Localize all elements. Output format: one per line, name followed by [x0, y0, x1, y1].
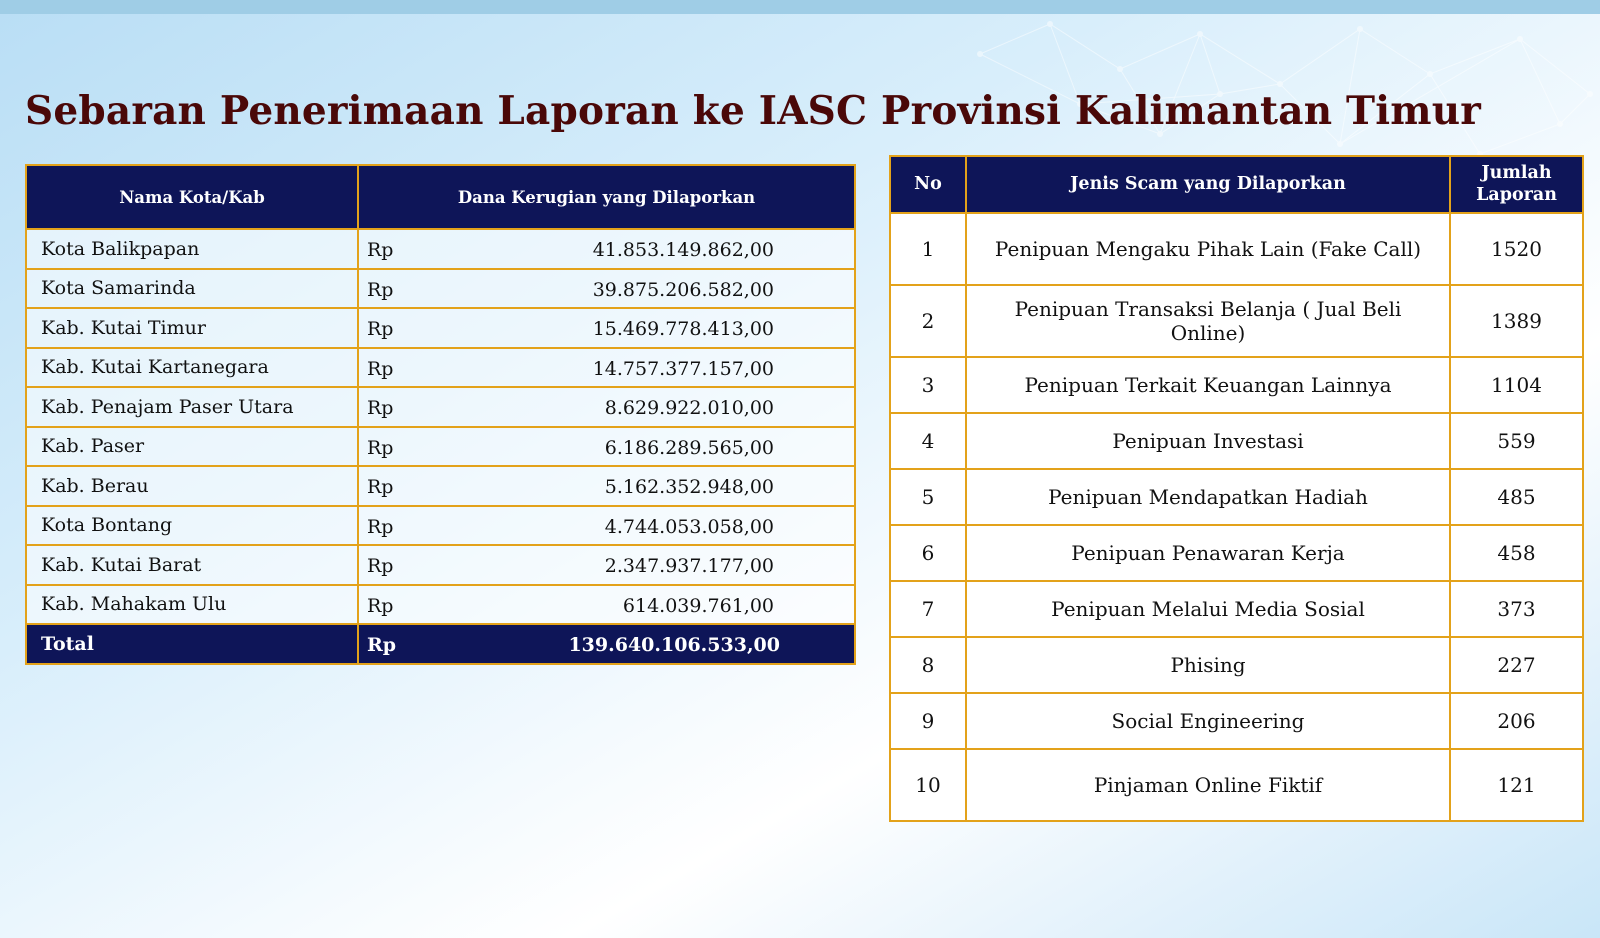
- table-row: [26, 545, 855, 585]
- scam-type: Penipuan Mengaku Pihak Lain (Fake Call): [966, 213, 1450, 285]
- top-strip: [0, 0, 1600, 14]
- loss-amount-cell: [358, 229, 855, 269]
- row-number: 6: [890, 525, 966, 581]
- loss-amount: 39.875.206.582,00: [592, 278, 774, 301]
- table-header-row: [26, 165, 855, 229]
- loss-amount-cell: [358, 585, 855, 625]
- currency-label: Rp: [367, 239, 394, 261]
- currency-label: Rp: [367, 476, 394, 498]
- row-number: 4: [890, 413, 966, 469]
- table-row: [890, 637, 1583, 693]
- report-count: 485: [1450, 469, 1583, 525]
- scam-type-table: [889, 155, 1584, 822]
- table-row: [26, 466, 855, 506]
- scam-type: Penipuan Melalui Media Sosial: [966, 581, 1450, 637]
- loss-amount: 4.744.053.058,00: [604, 515, 774, 538]
- region-name: Kab. Kutai Barat: [26, 545, 358, 585]
- row-number: 10: [890, 749, 966, 821]
- table-row: [890, 525, 1583, 581]
- scam-type-line1: Penipuan Transaksi Belanja ( Jual Beli: [1014, 297, 1402, 321]
- loss-amount: 14.757.377.157,00: [592, 357, 774, 380]
- scam-type: Pinjaman Online Fiktif: [966, 749, 1450, 821]
- loss-amount-cell: [358, 308, 855, 348]
- table-row: [890, 413, 1583, 469]
- region-name: Kab. Berau: [26, 466, 358, 506]
- currency-label: Rp: [367, 357, 394, 380]
- region-name: Kota Balikpapan: [26, 229, 358, 269]
- column-header-report-count: [1450, 156, 1583, 213]
- total-amount-cell: [358, 624, 855, 664]
- currency-label: Rp: [367, 634, 397, 656]
- currency-label: Rp: [367, 436, 394, 459]
- header-count-line2: Laporan: [1476, 184, 1557, 205]
- row-number: 2: [890, 285, 966, 357]
- currency-label: Rp: [367, 397, 394, 419]
- scam-type: Penipuan Penawaran Kerja: [966, 525, 1450, 581]
- loss-amount-cell: [358, 387, 855, 427]
- scam-type: Penipuan Investasi: [966, 413, 1450, 469]
- loss-amount-cell: [358, 269, 855, 309]
- region-name: Kab. Paser: [26, 427, 358, 467]
- region-name: Kota Bontang: [26, 506, 358, 546]
- row-number: 8: [890, 637, 966, 693]
- loss-by-region-table: [25, 164, 856, 665]
- column-header-loss: Dana Kerugian yang Dilaporkan: [358, 165, 855, 229]
- scam-type: Penipuan Mendapatkan Hadiah: [966, 469, 1450, 525]
- report-count: 1104: [1450, 357, 1583, 413]
- column-header-no: No: [890, 156, 966, 213]
- row-number: 3: [890, 357, 966, 413]
- table-row: [26, 348, 855, 388]
- region-name: Kab. Penajam Paser Utara: [26, 387, 358, 427]
- report-count: 373: [1450, 581, 1583, 637]
- table-row: [26, 387, 855, 427]
- total-amount: 139.640.106.533,00: [568, 634, 780, 656]
- report-count: 121: [1450, 749, 1583, 821]
- loss-amount: 41.853.149.862,00: [592, 239, 774, 261]
- scam-type: Penipuan Terkait Keuangan Lainnya: [966, 357, 1450, 413]
- table-row: [26, 229, 855, 269]
- loss-amount-cell: [358, 348, 855, 388]
- column-header-region: Nama Kota/Kab: [26, 165, 358, 229]
- loss-amount-cell: [358, 427, 855, 467]
- table-row: [26, 506, 855, 546]
- page-title: Sebaran Penerimaan Laporan ke IASC Provinsi Kalimantan Timur: [25, 88, 1482, 134]
- loss-amount: 6.186.289.565,00: [604, 436, 774, 459]
- loss-amount-cell: [358, 506, 855, 546]
- currency-label: Rp: [367, 318, 394, 340]
- currency-label: Rp: [367, 515, 394, 538]
- region-name: Kab. Mahakam Ulu: [26, 585, 358, 625]
- loss-amount-cell: [358, 466, 855, 506]
- loss-amount: 15.469.778.413,00: [592, 318, 774, 340]
- row-number: 5: [890, 469, 966, 525]
- row-number: 7: [890, 581, 966, 637]
- region-name: Kota Samarinda: [26, 269, 358, 309]
- total-label: Total: [26, 624, 358, 664]
- table-row: [26, 308, 855, 348]
- table-row: [26, 585, 855, 625]
- column-header-scam-type: Jenis Scam yang Dilaporkan: [966, 156, 1450, 213]
- report-count: 227: [1450, 637, 1583, 693]
- report-count: 559: [1450, 413, 1583, 469]
- header-count-line1: Jumlah: [1481, 162, 1552, 183]
- table-row: [26, 269, 855, 309]
- currency-label: Rp: [367, 594, 394, 617]
- scam-type: Phising: [966, 637, 1450, 693]
- region-name: Kab. Kutai Kartanegara: [26, 348, 358, 388]
- table-row: [890, 469, 1583, 525]
- table-row: [26, 427, 855, 467]
- loss-amount: 5.162.352.948,00: [604, 476, 774, 498]
- table-header-row: [890, 156, 1583, 213]
- table-row: [890, 357, 1583, 413]
- scam-type: Social Engineering: [966, 693, 1450, 749]
- table-row: [890, 581, 1583, 637]
- loss-amount: 2.347.937.177,00: [604, 555, 774, 577]
- table-row: [890, 213, 1583, 285]
- report-count: 458: [1450, 525, 1583, 581]
- table-row: [890, 749, 1583, 821]
- row-number: 1: [890, 213, 966, 285]
- loss-amount-cell: [358, 545, 855, 585]
- loss-amount: 8.629.922.010,00: [604, 397, 774, 419]
- total-row: [26, 624, 855, 664]
- region-name: Kab. Kutai Timur: [26, 308, 358, 348]
- report-count: 1520: [1450, 213, 1583, 285]
- currency-label: Rp: [367, 555, 394, 577]
- row-number: 9: [890, 693, 966, 749]
- report-count: 206: [1450, 693, 1583, 749]
- table-row: [890, 693, 1583, 749]
- loss-amount: 614.039.761,00: [622, 594, 774, 617]
- scam-type: [966, 285, 1450, 357]
- scam-type-line2: Online): [1170, 321, 1246, 345]
- table-row: [890, 285, 1583, 357]
- report-count: 1389: [1450, 285, 1583, 357]
- currency-label: Rp: [367, 278, 394, 301]
